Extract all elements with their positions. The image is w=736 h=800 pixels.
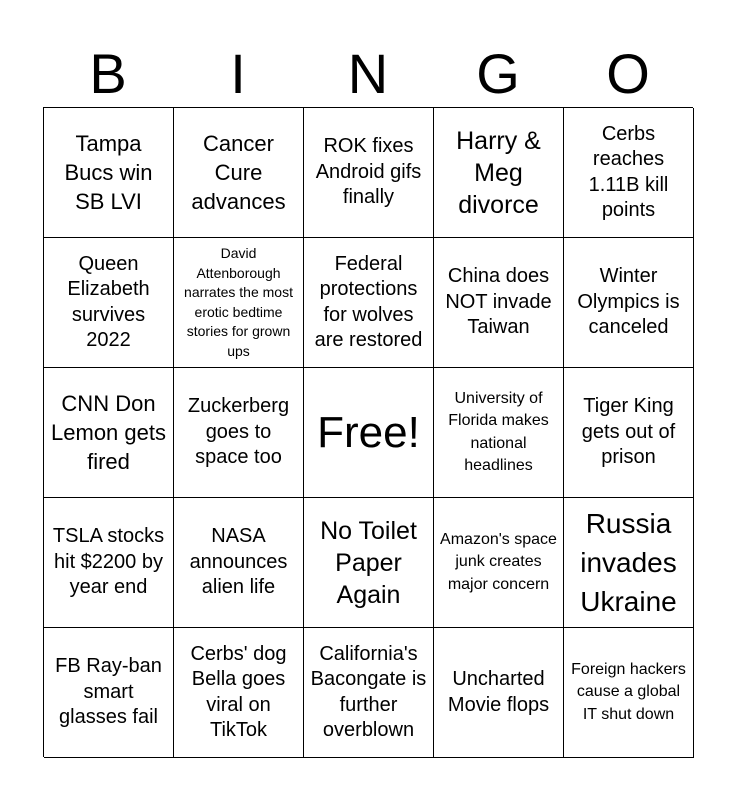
cell-text: Zuckerberg goes to space too [187, 395, 290, 469]
bingo-cell[interactable] [564, 498, 694, 628]
bingo-cell[interactable] [564, 368, 694, 498]
cell-text: China does NOT invade Taiwan [445, 265, 552, 339]
bingo-cell[interactable] [304, 628, 434, 758]
cell-text: David Attenborough narrates the most erotic bedtime stories for grown ups [184, 245, 293, 359]
bingo-cell[interactable] [304, 498, 434, 628]
cell-text: Harry & Meg divorce [456, 126, 541, 219]
bingo-cell[interactable] [564, 628, 694, 758]
cell-text: ROK fixes Android gifs finally [315, 135, 422, 209]
bingo-cell[interactable] [174, 498, 304, 628]
cell-text: CNN Don Lemon gets fired [51, 391, 166, 474]
bingo-cell[interactable] [44, 628, 174, 758]
cell-text: Queen Elizabeth survives 2022 [67, 252, 150, 351]
header-letter-n: N [347, 42, 389, 105]
cell-text: No Toilet Paper Again [320, 516, 417, 609]
cell-text: NASA announces alien life [189, 525, 288, 599]
bingo-cell[interactable] [434, 628, 564, 758]
bingo-cell[interactable] [434, 368, 564, 498]
bingo-cell[interactable] [434, 498, 564, 628]
cell-text: TSLA stocks hit $2200 by year end [52, 525, 165, 599]
cell-text: Federal protections for wolves are restored [314, 252, 423, 351]
bingo-cell[interactable] [44, 238, 174, 368]
cell-text: California's Bacongate is further overblown [310, 642, 427, 741]
bingo-card [43, 107, 693, 757]
cell-text: Cerbs reaches 1.11B kill points [588, 122, 669, 221]
cell-text: Russia invades Ukraine [580, 508, 677, 617]
bingo-cell[interactable] [564, 108, 694, 238]
bingo-cell[interactable] [44, 498, 174, 628]
free-space-text: Free! [317, 407, 420, 457]
cell-text: Cerbs' dog Bella goes viral on TikTok [190, 642, 287, 741]
bingo-cell[interactable] [304, 238, 434, 368]
bingo-cell[interactable] [174, 238, 304, 368]
bingo-cell[interactable] [174, 368, 304, 498]
bingo-cell[interactable] [304, 108, 434, 238]
bingo-cell[interactable] [174, 628, 304, 758]
bingo-cell[interactable] [564, 238, 694, 368]
bingo-cell[interactable] [174, 108, 304, 238]
bingo-cell[interactable] [44, 108, 174, 238]
header-letter-b: B [89, 42, 127, 105]
bingo-cell[interactable] [44, 368, 174, 498]
header-letter-g: G [476, 42, 520, 105]
header-letter-i: I [230, 42, 246, 105]
cell-text: Cancer Cure advances [191, 131, 286, 214]
cell-text: FB Ray-ban smart glasses fail [55, 655, 162, 729]
header-letter-o: O [606, 42, 650, 105]
cell-text: Amazon's space junk creates major concern [440, 530, 557, 593]
cell-text: Uncharted Movie flops [447, 668, 550, 716]
cell-text: Winter Olympics is canceled [577, 265, 680, 339]
cell-text: University of Florida makes national headlines [448, 389, 549, 474]
free-space-cell[interactable] [304, 368, 434, 498]
bingo-header [43, 40, 693, 108]
bingo-cell[interactable] [434, 238, 564, 368]
cell-text: Tiger King gets out of prison [581, 395, 676, 469]
cell-text: Tampa Bucs win SB LVI [64, 131, 153, 214]
bingo-cell[interactable] [434, 108, 564, 238]
cell-text: Foreign hackers cause a global IT shut down [571, 660, 686, 723]
